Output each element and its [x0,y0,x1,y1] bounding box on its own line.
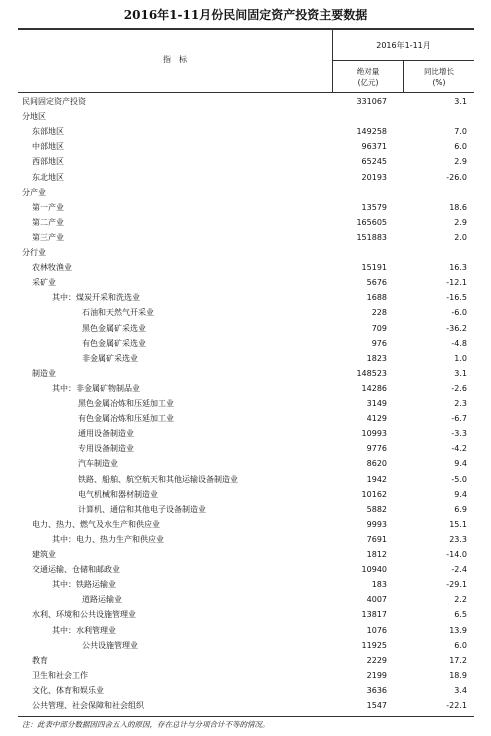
growth-value: 1.0 [454,353,467,363]
row-label: 通用设备制造业 [78,429,134,439]
growth-value: 2.9 [454,157,467,167]
table-row [0,336,491,351]
row-label: 专用设备制造业 [78,444,134,454]
growth-value: -4.8 [451,338,467,348]
table-row [0,668,491,683]
abs-value: 9993 [366,519,387,529]
table-row [0,109,491,124]
row-label: 第一产业 [32,202,64,212]
table-row [0,215,491,230]
row-label: 卫生和社会工作 [32,670,88,680]
abs-column-unit: (亿元) [357,78,379,87]
row-label: 教育 [32,655,48,665]
row-label: 中部地区 [32,142,64,152]
table-row [0,441,491,456]
growth-value: -2.4 [451,565,467,575]
abs-value: 10940 [361,565,387,575]
growth-value: 13.9 [449,625,467,635]
row-label: 文化、体育和娱乐业 [32,685,104,695]
table-row [0,426,491,441]
growth-column-unit: (%) [432,78,446,87]
abs-value: 4129 [366,414,387,424]
growth-value: 6.0 [454,142,467,152]
table-row [0,577,491,592]
abs-value: 2199 [366,670,387,680]
table-row [0,517,491,532]
growth-value: -3.3 [451,429,467,439]
abs-value: 7691 [366,534,387,544]
footnote: 注：此表中部分数据因四舍五入的原因，存在总计与分项合计不等的情况。 [22,720,270,729]
growth-value: -4.2 [451,444,467,454]
abs-value: 15191 [361,263,387,273]
row-label: 其中：电力、热力生产和供应业 [52,534,164,544]
table-row [0,607,491,622]
growth-value: 2.0 [454,232,467,242]
table-row [0,351,491,366]
growth-value: 3.4 [454,685,467,695]
row-label: 制造业 [32,368,56,378]
table-row [0,230,491,245]
abs-value: 3636 [366,685,387,695]
table-row [0,170,491,185]
table-row [0,200,491,215]
header-bottom-rule [18,92,474,93]
growth-value: 9.4 [454,489,467,499]
abs-value: 149258 [356,127,387,137]
table-row [0,456,491,471]
abs-value: 1547 [366,701,387,710]
growth-value: 16.3 [449,263,467,273]
growth-value: 2.3 [454,399,467,408]
table-row [0,698,491,713]
row-label: 黑色金属矿采选业 [82,323,146,333]
abs-value: 11925 [361,640,387,650]
row-label: 东部地区 [32,127,64,137]
growth-value: -26.0 [446,172,467,182]
table-row [0,472,491,487]
growth-value: -36.2 [446,323,467,333]
table-row [0,396,491,411]
row-label: 分产业 [22,187,46,197]
row-label: 分地区 [22,112,46,122]
top-rule [18,28,474,30]
abs-value: 2229 [366,655,387,665]
abs-value: 9776 [366,444,387,454]
abs-value: 10993 [361,429,387,439]
row-label: 电力、热力、燃气及水生产和供应业 [32,519,160,529]
table-row [0,321,491,336]
table-row [0,124,491,139]
abs-value: 165605 [356,217,387,227]
row-label: 铁路、船舶、航空航天和其他运输设备制造业 [78,474,238,484]
growth-value: -6.0 [451,308,467,318]
row-label: 有色金属冶炼和压延加工业 [78,414,174,424]
row-label: 其中：水利管理业 [52,625,116,635]
abs-value: 1823 [366,353,387,363]
row-label: 东北地区 [32,172,64,182]
table-title: 2016年1-11月份民间固定资产投资主要数据 [123,8,368,22]
row-label: 石油和天然气开采业 [82,308,154,318]
growth-value: -5.0 [451,474,467,484]
table-row [0,381,491,396]
abs-value: 13817 [361,610,387,620]
abs-value: 5676 [366,278,387,288]
table-row [0,638,491,653]
row-label: 有色金属矿采选业 [82,338,146,348]
abs-value: 5882 [366,504,387,514]
growth-value: -22.1 [446,701,467,710]
abs-value: 13579 [361,202,387,212]
table-row [0,139,491,154]
row-label: 交通运输、仓储和邮政业 [32,565,120,575]
abs-value: 3149 [366,399,387,408]
growth-column-header [404,66,474,88]
row-label: 公共管理、社会保障和社会组织 [32,701,144,710]
abs-column-header [333,66,403,88]
table-row [0,562,491,577]
table-row [0,154,491,169]
abs-value: 709 [371,323,387,333]
row-label: 非金属矿采选业 [82,353,138,363]
row-label: 第三产业 [32,232,64,242]
row-label: 水利、环境和公共设施管理业 [32,610,136,620]
abs-value: 331067 [356,97,387,106]
growth-value: -16.5 [446,293,467,303]
table-row [0,185,491,200]
period-header: 2016年1-11月 [376,41,431,50]
table-row [0,653,491,668]
abs-value: 96371 [361,142,387,152]
abs-value: 976 [371,338,387,348]
abs-value: 20193 [361,172,387,182]
growth-value: 3.1 [454,97,467,106]
growth-value: -6.7 [451,414,467,424]
row-label: 计算机、通信和其他电子设备制造业 [78,504,206,514]
growth-value: 6.9 [454,504,467,514]
abs-value: 1688 [366,293,387,303]
row-label: 西部地区 [32,157,64,167]
table-row [0,411,491,426]
growth-value: 6.5 [454,610,467,620]
row-label: 其中：铁路运输业 [52,580,116,590]
row-label: 其中：煤炭开采和洗选业 [52,293,140,303]
abs-value: 151883 [356,232,387,242]
table-row [0,94,491,109]
growth-value: 17.2 [449,655,467,665]
growth-value: -14.0 [446,550,467,559]
abs-value: 14286 [361,383,387,393]
growth-value: 6.0 [454,640,467,650]
growth-value: 15.1 [449,519,467,529]
abs-value: 148523 [356,368,387,378]
row-label: 建筑业 [32,550,56,559]
row-label: 汽车制造业 [78,459,118,469]
growth-value: 23.3 [449,534,467,544]
growth-value: 2.9 [454,217,467,227]
abs-value: 65245 [361,157,387,167]
table-row [0,623,491,638]
row-label: 第二产业 [32,217,64,227]
row-label: 分行业 [22,248,46,257]
abs-value: 1076 [366,625,387,635]
period-underline [333,60,474,61]
table-row [0,547,491,562]
growth-column-label: 同比增长 [424,67,454,76]
row-label: 电气机械和器材制造业 [78,489,158,499]
table-row [0,260,491,275]
growth-value: -2.6 [451,383,467,393]
row-label: 民间固定资产投资 [22,97,86,106]
row-label: 农林牧渔业 [32,263,72,273]
row-label: 道路运输业 [82,595,122,605]
table-row [0,245,491,260]
growth-value: 9.4 [454,459,467,469]
growth-value: 7.0 [454,127,467,137]
table-row [0,532,491,547]
abs-column-label: 绝对量 [356,67,380,76]
indicator-header: 指 标 [163,55,187,64]
bottom-rule [18,716,474,717]
table-row [0,290,491,305]
growth-value: -29.1 [446,580,467,590]
abs-value: 183 [371,580,387,590]
growth-value: 2.2 [454,595,467,605]
abs-value: 1812 [366,550,387,559]
table-row [0,502,491,517]
growth-value: -12.1 [446,278,467,288]
table-row [0,275,491,290]
abs-value: 1942 [366,474,387,484]
table-row [0,305,491,320]
abs-value: 228 [371,308,387,318]
table-row [0,592,491,607]
abs-value: 8620 [366,459,387,469]
growth-value: 18.6 [449,202,467,212]
table-row [0,366,491,381]
row-label: 黑色金属冶炼和压延加工业 [78,399,174,408]
table-row [0,487,491,502]
row-label: 其中：非金属矿物制品业 [52,383,140,393]
growth-value: 18.9 [449,670,467,680]
abs-value: 4007 [366,595,387,605]
table-row [0,683,491,698]
row-label: 采矿业 [32,278,56,288]
row-label: 公共设施管理业 [82,640,138,650]
growth-value: 3.1 [454,368,467,378]
abs-value: 10162 [361,489,387,499]
